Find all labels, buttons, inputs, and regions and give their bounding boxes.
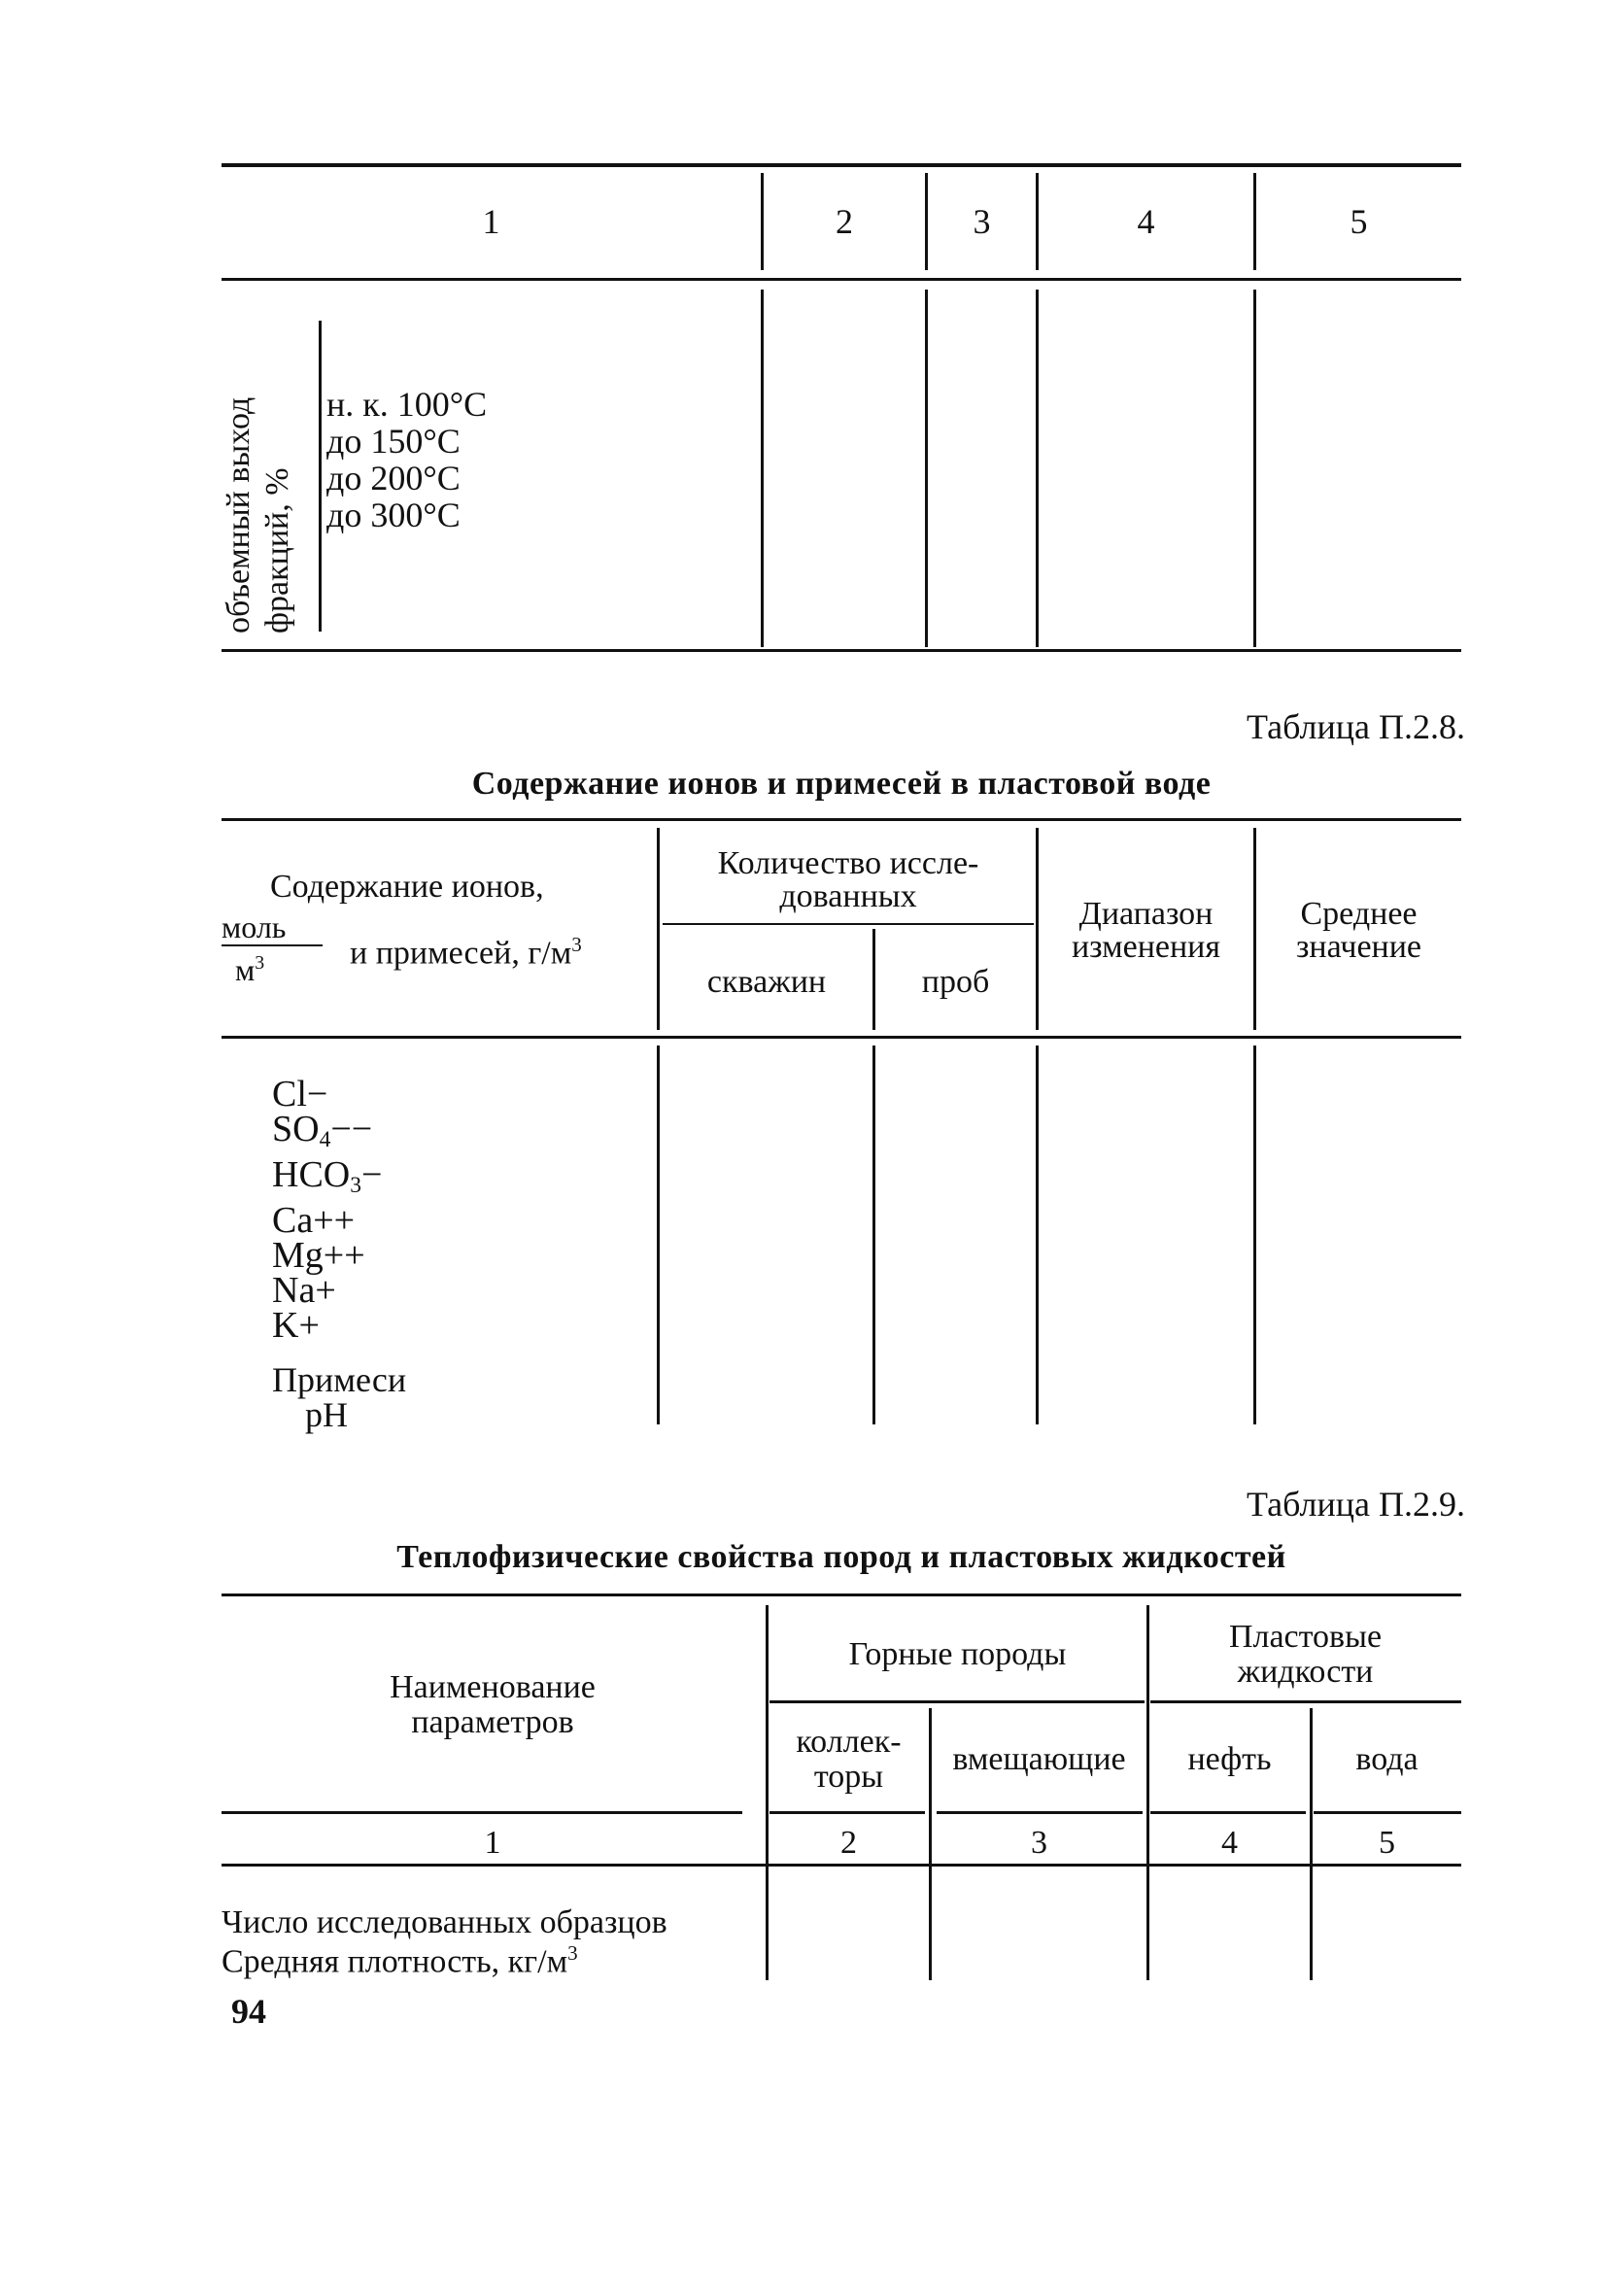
table-number: Таблица П.2.8.	[1247, 707, 1465, 746]
group-rocks-header: Горные породы	[848, 1636, 1067, 1672]
col-1-header-unit: и примесей, $г/м^3$	[350, 933, 582, 972]
ion-symbol: Cl	[272, 1074, 307, 1114]
top-rule	[222, 818, 1461, 821]
ion-item	[272, 1109, 382, 1157]
row-sample-count: Число исследованных образцов	[222, 1904, 667, 1940]
col-divider	[657, 828, 660, 1030]
ion-subscript: 4	[319, 1126, 331, 1152]
ion-charge: −	[306, 1074, 328, 1114]
bottom-rule	[222, 649, 1461, 652]
col-divider	[925, 290, 928, 647]
subheader-rule	[769, 1811, 925, 1814]
fraction-row: н. к. 100°C	[326, 385, 488, 424]
row-density: Средняя плотность, $кг/м^3$	[222, 1941, 578, 1980]
col-header-5: 5	[1350, 202, 1368, 241]
col-header-1: 1	[482, 202, 500, 241]
col-count-header: дованных	[779, 878, 917, 914]
col-wells-header: скважин	[706, 964, 827, 1000]
ion-item	[272, 1234, 382, 1276]
sub-collectors-header: коллек-	[796, 1724, 902, 1760]
numbers-rule	[222, 1864, 1461, 1867]
ion-charge: +	[298, 1304, 320, 1346]
top-rule	[222, 1593, 1461, 1596]
col-header-4: 4	[1137, 202, 1155, 241]
ion-symbol: Ca	[272, 1199, 314, 1241]
ion-charge: ++	[323, 1234, 365, 1276]
top-rule	[222, 163, 1461, 167]
col-header-3: 3	[973, 202, 991, 241]
ion-symbol: Na	[272, 1269, 316, 1311]
group-label-line-2: фракций, %	[259, 467, 295, 634]
ion-item	[272, 1269, 382, 1311]
table-number: Таблица П.2.9.	[1247, 1485, 1465, 1524]
col-divider	[657, 1045, 660, 1424]
col-range-header: изменения	[1071, 929, 1221, 965]
ion-list	[272, 1074, 383, 1346]
fraction-row: до 150°C	[326, 422, 461, 461]
col-divider	[872, 1045, 875, 1424]
header-rule	[222, 278, 1461, 281]
page-number: 94	[231, 1992, 266, 2031]
subheader-rule	[663, 923, 1034, 925]
col-samples-header: проб	[921, 964, 990, 1000]
ion-subscript: 3	[350, 1172, 362, 1198]
col-mean-header: Среднее	[1300, 896, 1418, 932]
col-name-header: Наименование	[390, 1669, 596, 1705]
sub-host-header: вмещающие	[952, 1741, 1126, 1777]
fraction-row: до 300°C	[326, 496, 461, 534]
impurities-label: Примеси	[272, 1360, 407, 1399]
col-number-5: 5	[1379, 1825, 1395, 1861]
table-title: Содержание ионов и примесей в пластовой воде	[471, 766, 1212, 802]
fraction-row: до 200°C	[326, 459, 461, 497]
subheader-rule	[1150, 1811, 1306, 1814]
group-rule	[769, 1700, 1145, 1703]
ion-symbol: SO	[272, 1109, 320, 1149]
group-fluids-header: жидкости	[1237, 1654, 1374, 1690]
col-divider	[1253, 1045, 1256, 1424]
sub-collectors-header: торы	[813, 1759, 884, 1795]
subheader-rule	[1314, 1811, 1461, 1814]
col-divider	[1036, 290, 1039, 647]
ion-item	[272, 1153, 383, 1203]
ion-item	[272, 1074, 382, 1114]
ion-item	[272, 1199, 382, 1241]
table-title: Теплофизические свойства пород и пластовых жидкостей	[396, 1539, 1286, 1575]
sub-oil-header: нефть	[1187, 1741, 1272, 1777]
group-divider	[319, 321, 322, 632]
col-divider	[761, 290, 764, 647]
unit-denominator: $м^3$	[235, 952, 265, 987]
ion-symbol: K	[272, 1304, 299, 1346]
group-rule	[1150, 1700, 1461, 1703]
group-fluids-header: Пластовые	[1228, 1619, 1383, 1655]
subheader-rule	[222, 1811, 742, 1814]
col-number-3: 3	[1031, 1825, 1047, 1861]
sub-water-header: вода	[1355, 1741, 1419, 1777]
col-count-header: Количество иссле-	[717, 845, 979, 881]
header-rule	[222, 1036, 1461, 1039]
ion-charge: −	[361, 1153, 383, 1195]
ion-charge: +	[315, 1269, 336, 1311]
subheader-rule	[937, 1811, 1143, 1814]
ion-item	[272, 1304, 382, 1346]
ion-charge: −−	[330, 1109, 373, 1149]
ion-charge: ++	[313, 1199, 356, 1241]
unit-numerator: моль	[222, 909, 287, 944]
col-number-2: 2	[840, 1825, 857, 1861]
col-divider	[1036, 1045, 1039, 1424]
col-number-1: 1	[484, 1825, 501, 1861]
ion-symbol: HCO	[272, 1153, 351, 1195]
fraction-bar	[222, 944, 323, 946]
col-divider	[1253, 290, 1256, 647]
group-label-line-1: объемный выход	[221, 396, 256, 634]
ion-symbol: Mg	[272, 1234, 324, 1276]
col-mean-header: значение	[1295, 929, 1422, 965]
ph-label: pH	[305, 1395, 348, 1434]
col-name-header: параметров	[411, 1704, 574, 1740]
col-header-2: 2	[836, 202, 853, 241]
col-range-header: Диапазон	[1078, 896, 1214, 932]
col-1-header: Содержание ионов,	[270, 869, 544, 905]
col-number-4: 4	[1221, 1825, 1238, 1861]
